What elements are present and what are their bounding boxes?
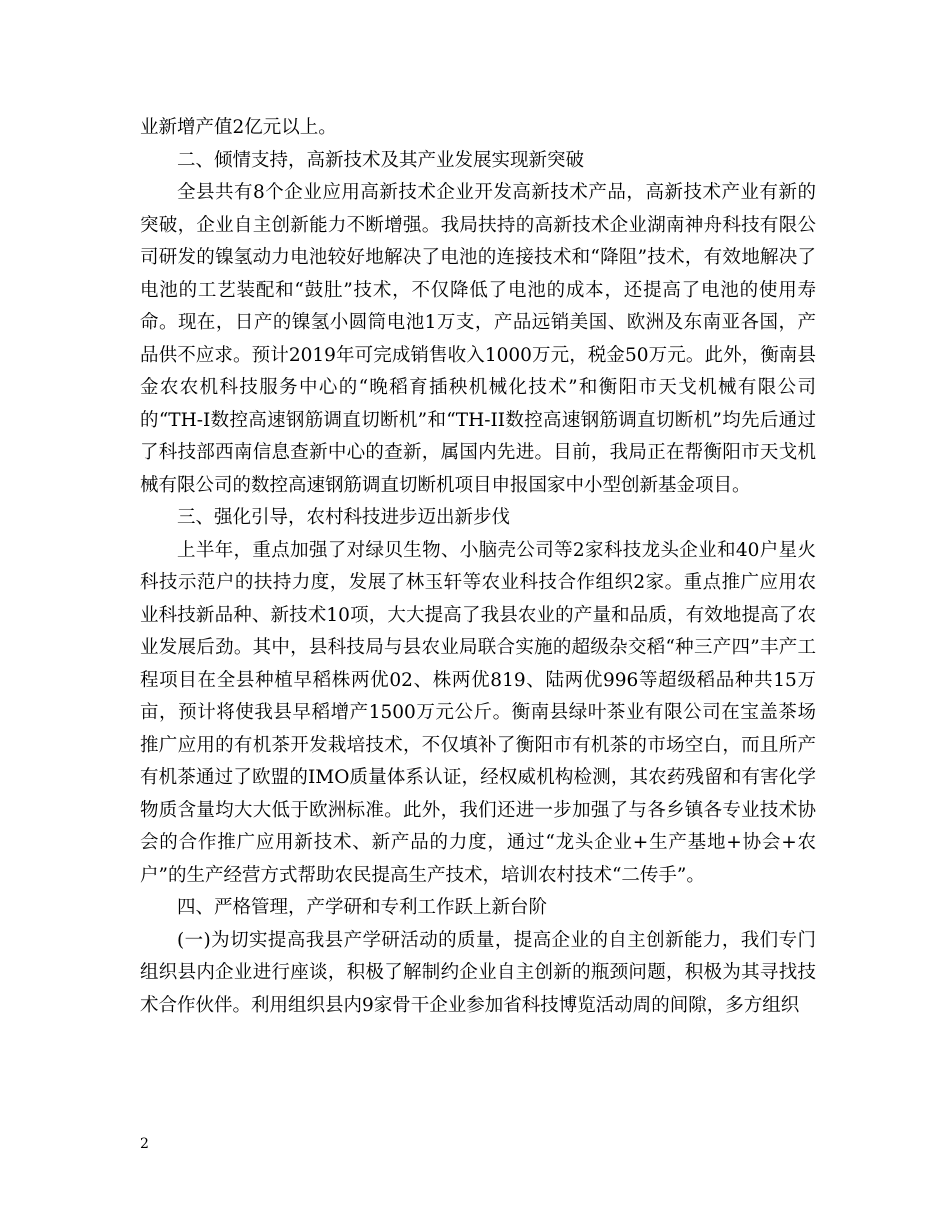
document-body [140,112,816,1022]
paragraph-industry-research: (一)为切实提高我县产学研活动的质量，提高企业的自主创新能力，我们专门组织县内企业进行座谈，积极了解制约企业自主创新的瓶颈问题，积极为其寻找技术合作伙伴。利用组织县内9家骨干企业参加省科技博览活动周的间隙，多方组织 [140,929,816,1016]
section-heading-3: 三、强化引导，农村科技进步迈出新步伐 [177,507,511,528]
section-heading-2: 二、倾情支持，高新技术及其产业发展实现新突破 [177,149,585,171]
page-number: 2 [140,1136,149,1152]
section-heading-4: 四、严格管理，产学研和专利工作跃上新台阶 [177,897,548,918]
paragraph-high-tech: 全县共有8个企业应用高新技术企业开发高新技术产品，高新技术产业有新的突破，企业自主创新能力不断增强。我局扶持的高新技术企业湖南神舟科技有限公司研发的镍氢动力电池较好地解决了电池的连接技术和“降阻”技术，有效地解决了电池的工艺装配和“鼓肚”技术，不仅降低了电池的成本，还提高了电池的使用寿命。现在，日产的镍氢小圆筒电池1万支，产品远销美国、欧洲及东南亚各国，产品供不应求。预计2019年可完成销售收入1000万元，税金50万元。此外，衡南县金农农机科技服务中心的“晚稻育插秧机械化技术”和衡阳市天戈机械有限公司的“TH-I数控高速钢筋调直切断机”和“TH-II数控高速钢筋调直切断机”均先后通过了科技部西南信息查新中心的查新，属国内先进。目前，我局正在帮衡阳市天戈机械有限公司的数控高速钢筋调直切断机项目申报国家中小型创新基金项目。 [140,182,816,496]
paragraph-continuation: 业新增产值2亿元以上。 [140,117,337,138]
paragraph-rural-tech: 上半年，重点加强了对绿贝生物、小脑壳公司等2家科技龙头企业和40户星火科技示范户的扶持力度，发展了林玉轩等农业科技合作组织2家。重点推广应用农业科技新品种、新技术10项，大大提高了我县农业的产量和品质，有效地提高了农业发展后劲。其中，县科技局与县农业局联合实施的超级杂交稻“种三产四”丰产工程项目在全县种植早稻株两优02、株两优819、陆两优996等超级稻品种共15万亩，预计将使我县早稻增产1500万元公斤。衡南县绿叶茶业有限公司在宝盖茶场推广应用的有机茶开发栽培技术，不仅填补了衡阳市有机茶的市场空白，而且所产有机茶通过了欧盟的IMO质量体系认证，经权威机构检测，其农药残留和有害化学物质含量均大大低于欧洲标准。此外，我们还进一步加强了与各乡镇各专业技术协会的合作推广应用新技术、新产品的力度，通过“龙头企业+生产基地+协会+农户”的生产经营方式帮助农民提高生产技术，培训农村技术“二传手”。 [140,539,816,886]
